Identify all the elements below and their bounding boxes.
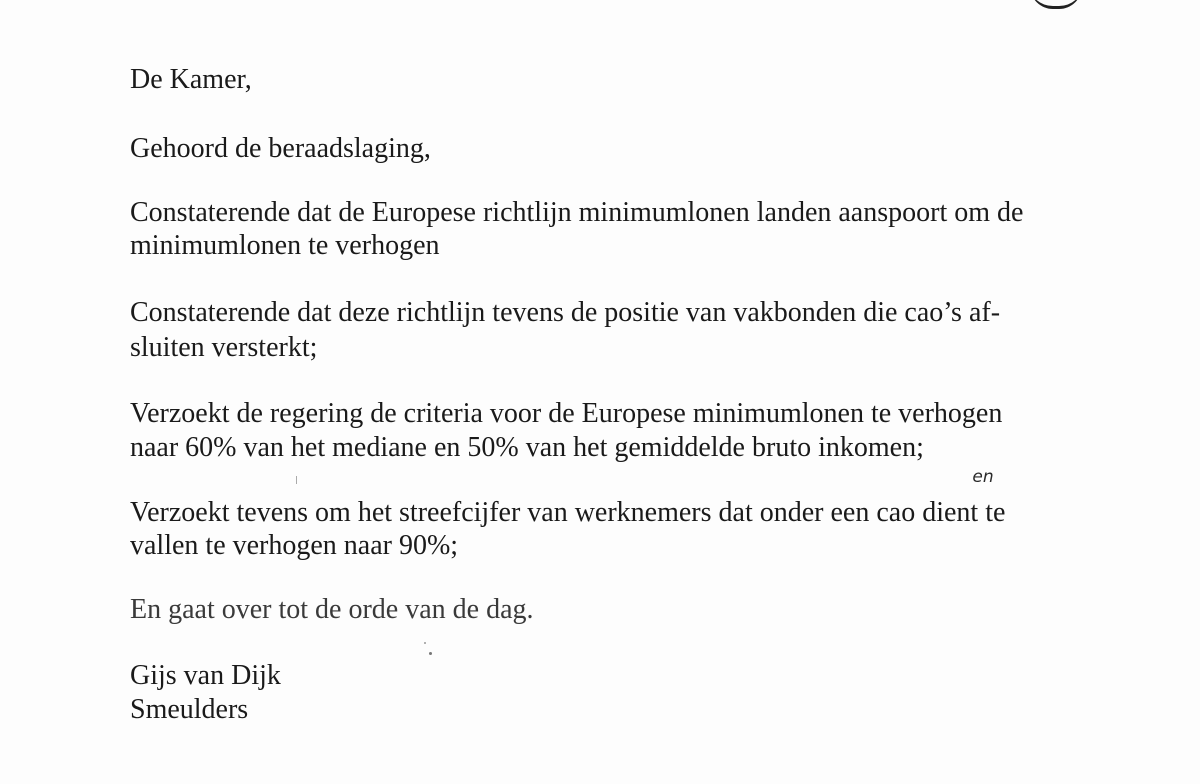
signatory-2: Smeulders [130,694,249,725]
paragraph-4-line-1 [130,467,1006,531]
paragraph-4-line-1-text: Verzoekt tevens om het streefcijfer van werknemers dat onder een cao dien [130,497,971,528]
scan-speck [424,642,426,644]
paragraph-2-line-2: sluiten versterkt; [130,332,318,363]
salutation: De Kamer, [130,64,252,95]
closing-line: En gaat over tot de orde van de dag. [130,594,534,625]
intro: Gehoord de beraadslaging, [130,133,431,164]
scan-speck [429,652,432,655]
paragraph-3-line-2: naar 60% van het mediane en 50% van het gemiddelde bruto inkomen; [130,432,924,463]
paragraph-1-line-2: minimumlonen te verhogen [130,230,440,261]
signatory-1: Gijs van Dijk [130,660,281,691]
struck-letter: t [970,497,979,528]
handwritten-insertion: en [972,467,994,487]
paragraph-1-line-1: Constaterende dat de Europese richtlijn minimumlonen landen aanspoort om de [130,197,1024,228]
paragraph-4-line-1-end: te [978,497,1006,528]
paragraph-4-line-2: vallen te verhogen naar 90%; [130,530,459,561]
handwritten-correction [970,467,994,531]
scan-speck [296,476,297,484]
scan-artifact [1030,0,1082,9]
paragraph-3-line-1: Verzoekt de regering de criteria voor de Europese minimumlonen te verhogen [130,398,1003,429]
paragraph-2-line-1: Constaterende dat deze richtlijn tevens de positie van vakbonden die cao’s af- [130,297,1001,328]
